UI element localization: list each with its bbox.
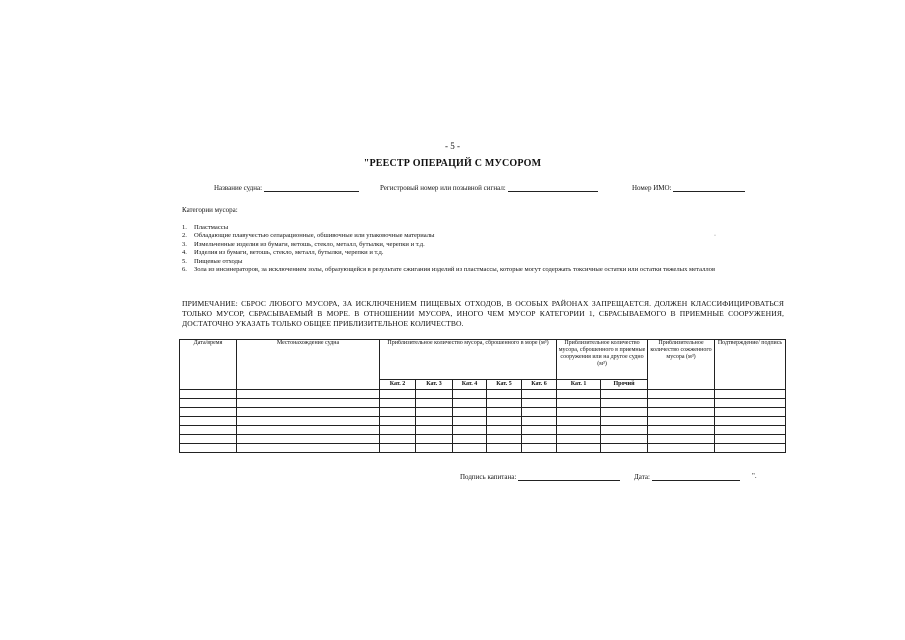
table-row xyxy=(180,408,786,417)
reg-number-label: Регистровый номер или позывной сигнал: xyxy=(380,184,506,192)
header-confirmation: Подтверждение/ подпись xyxy=(715,340,786,390)
garbage-record-table xyxy=(179,339,786,453)
table-row xyxy=(180,426,786,435)
category-item: 4. Изделия из бумаги, ветошь, стекло, металл, бутылки, черепки и т.д. xyxy=(182,249,384,257)
stray-mark: · xyxy=(714,233,716,239)
captain-signature-field xyxy=(460,472,620,481)
reg-number-field xyxy=(380,183,598,192)
table-row xyxy=(180,390,786,399)
page-number: - 5 - xyxy=(445,141,460,151)
category-item: 3. Измельченные изделия из бумаги, ветошь, стекло, металл, бутылки, черепки и т.д. xyxy=(182,240,425,248)
document-title: "РЕЕСТР ОПЕРАЦИЙ С МУСОРОМ xyxy=(363,158,542,169)
category-item: 1. Пластмассы xyxy=(182,224,229,231)
header-reception: Приблизительное количество мусора, сброшенного в приемные сооружения или на другое судно (м³) xyxy=(557,340,648,380)
categories-heading: Категории мусора: xyxy=(182,206,238,214)
subheader-cat3: Кат. 3 xyxy=(416,380,453,390)
table-row xyxy=(180,444,786,453)
category-item: 5. Пищевые отходы xyxy=(182,257,243,265)
subheader-other: Прочий xyxy=(601,380,648,390)
imo-field xyxy=(632,183,745,192)
header-sea: Приблизительное количество мусора, сброшенного в море (м³) xyxy=(380,340,557,380)
ship-name-blank xyxy=(264,183,359,192)
subheader-cat1: Кат. 1 xyxy=(557,380,601,390)
header-location: Местонахождение судна xyxy=(237,340,380,390)
date-label: Дата: xyxy=(634,473,650,481)
header-incinerated: Приблизительное количество сожженного мусора (м³) xyxy=(648,340,715,390)
table-row xyxy=(180,417,786,426)
imo-label: Номер ИМО: xyxy=(632,184,672,192)
ship-name-field xyxy=(214,183,359,192)
subheader-cat5: Кат. 5 xyxy=(487,380,522,390)
closing-quote: ". xyxy=(752,472,757,480)
reg-number-blank xyxy=(508,183,598,192)
subheader-cat2: Кат. 2 xyxy=(380,380,416,390)
captain-signature-label: Подпись капитана: xyxy=(460,473,517,481)
table-row xyxy=(180,435,786,444)
date-blank xyxy=(652,472,740,481)
subheader-cat6: Кат. 6 xyxy=(522,380,557,390)
header-datetime: Дата/время xyxy=(180,340,237,390)
imo-blank xyxy=(673,183,745,192)
table-row xyxy=(180,399,786,408)
subheader-cat4: Кат. 4 xyxy=(453,380,487,390)
date-field xyxy=(634,472,740,481)
category-item: 2. Обладающие плавучестью сепарационные, обшивочные или упаковочные материалы xyxy=(182,232,435,240)
categories-list xyxy=(182,224,794,274)
ship-name-label: Название судна: xyxy=(214,184,263,192)
category-item: 6. Зола из инсинераторов, за исключением золы, образующейся в результате сжигания изделий из пластмассы, которые могут содержать токсичные остатки или остатки тяжелых металлов xyxy=(182,266,716,274)
note-paragraph: ПРИМЕЧАНИЕ: СБРОС ЛЮБОГО МУСОРА, ЗА ИСКЛЮЧЕНИЕМ ПИЩЕВЫХ ОТХОДОВ, В ОСОБЫХ РАЙОНАХ ЗАПРЕЩАЕТСЯ. ДОЛЖЕН КЛАССИФИЦИРОВАТЬСЯ ТОЛЬКО МУСОР, СБРАСЫВАЕМЫЙ В МОРЕ. В ОТНОШЕНИИ МУСОРА, ИНОГО ЧЕМ МУСОР КАТЕГОРИИ 1, СБРАСЫВАЕМОГО В ПРИЕМНЫЕ СООРУЖЕНИЯ, ДОСТАТОЧНО УКАЗАТЬ ТОЛЬКО ОБЩЕЕ ПРИБЛИЗИТЕЛЬНОЕ КОЛИЧЕСТВО. xyxy=(182,299,784,329)
captain-signature-blank xyxy=(518,472,620,481)
